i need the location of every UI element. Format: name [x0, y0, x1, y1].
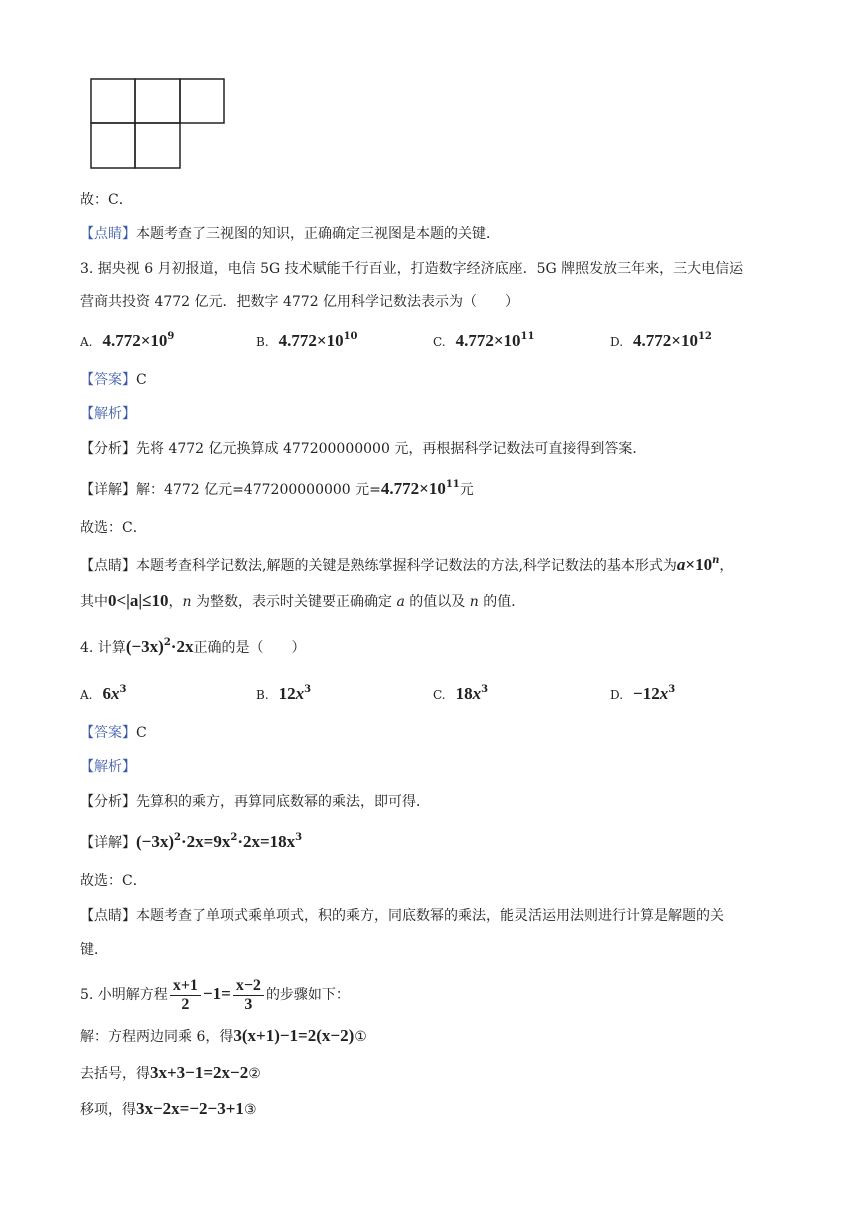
q3-answer: 【答案】C: [80, 372, 147, 388]
q5-fraction-2: $\frac{x-2}{3}$: [233, 977, 264, 1014]
q3-stem-line2: 营商共投资 4772 亿元．把数字 4772 亿用科学记数法表示为（ ）: [80, 294, 520, 310]
grid-cell: [91, 123, 135, 168]
q3-fenxi: 【分析】先将 4772 亿元换算成 477200000000 元，再根据科学记数法可直接得到答案．: [80, 441, 647, 457]
q2-comment: 【点睛】本题考查了三视图的知识，正确确定三视图是本题的关键．: [80, 226, 500, 242]
grid-cell: [91, 79, 135, 123]
q3-xiangjie: 【详解】解：4772 亿元=477200000000 元$=4.772\times 10^{11}$元: [80, 479, 474, 498]
q4-answer: 【答案】C: [80, 725, 147, 741]
q5-step-3: 移项，得3x−2x=−2−3+1③: [80, 1099, 257, 1118]
three-view-grid-figure: [90, 78, 226, 170]
q4-xiangjie: 【详解】$(-3x)^2\cdot 2x=9x^2\cdot 2x=18x^3$: [80, 832, 303, 851]
grid-cell: [135, 79, 180, 123]
q3-option-a[interactable]: A. $4.772\times 10^9$: [80, 331, 175, 350]
q4-option-a[interactable]: A. $6x^3$: [80, 684, 127, 703]
q4-comment-line1: 【点睛】本题考查了单项式乘单项式，积的乘方，同底数幂的乘法，能灵活运用法则进行计算是解题的关: [80, 908, 724, 924]
q3-analysis-tag: 【解析】: [80, 406, 136, 422]
q2-answer-line: 故：C．: [80, 192, 133, 208]
q3-stem-line1: 3. 据央视 6 月初报道，电信 5G 技术赋能千行百业，打造数字经济底座．5G 牌照发放三年来，三大电信运: [80, 261, 744, 277]
q4-analysis-tag: 【解析】: [80, 759, 136, 775]
q4-stem: 4. 计算$(-3x)^2\cdot 2x$正确的是（ ）: [80, 637, 306, 656]
q4-comment-line2: 键．: [80, 942, 108, 958]
q4-option-b[interactable]: B. $12x^3$: [256, 684, 312, 703]
q4-option-c[interactable]: C. $18x^3$: [433, 684, 489, 703]
q3-option-c[interactable]: C. $4.772\times 10^{11}$: [433, 331, 535, 350]
q3-comment-line1: 【点睛】本题考查科学记数法,解题的关键是熟练掌握科学记数法的方法,科学记数法的基本形式为$a\times 10^n$，: [80, 555, 734, 574]
q4-fenxi: 【分析】先算积的乘方，再算同底数幂的乘法，即可得．: [80, 794, 430, 810]
grid-cell: [180, 79, 224, 123]
q5-fraction-1: $\frac{x+1}{2}$: [170, 977, 201, 1014]
q5-step-2: 去括号，得3x+3−1=2x−2②: [80, 1063, 261, 1082]
q3-option-b[interactable]: B. $4.772\times 10^{10}$: [256, 331, 358, 350]
grid-cell: [135, 123, 180, 168]
q4-option-d[interactable]: D. $-12x^3$: [610, 684, 676, 703]
q5-stem: 5. 小明解方程 $\frac{x+1}{2}$ −1= $\frac{x-2}{3}$ 的步骤如下：: [80, 976, 350, 1013]
q3-comment-line2: 其中0<|a|≤10，n 为整数，表示时关键要正确确定 a 的值以及 n 的值．: [80, 591, 526, 610]
q5-step-1: 解：方程两边同乘 6，得3(x+1)−1=2(x−2)①: [80, 1026, 367, 1045]
q3-chosen: 故选：C．: [80, 520, 147, 536]
q4-chosen: 故选：C．: [80, 873, 147, 889]
q3-option-d[interactable]: D. $4.772\times 10^{12}$: [610, 331, 712, 350]
